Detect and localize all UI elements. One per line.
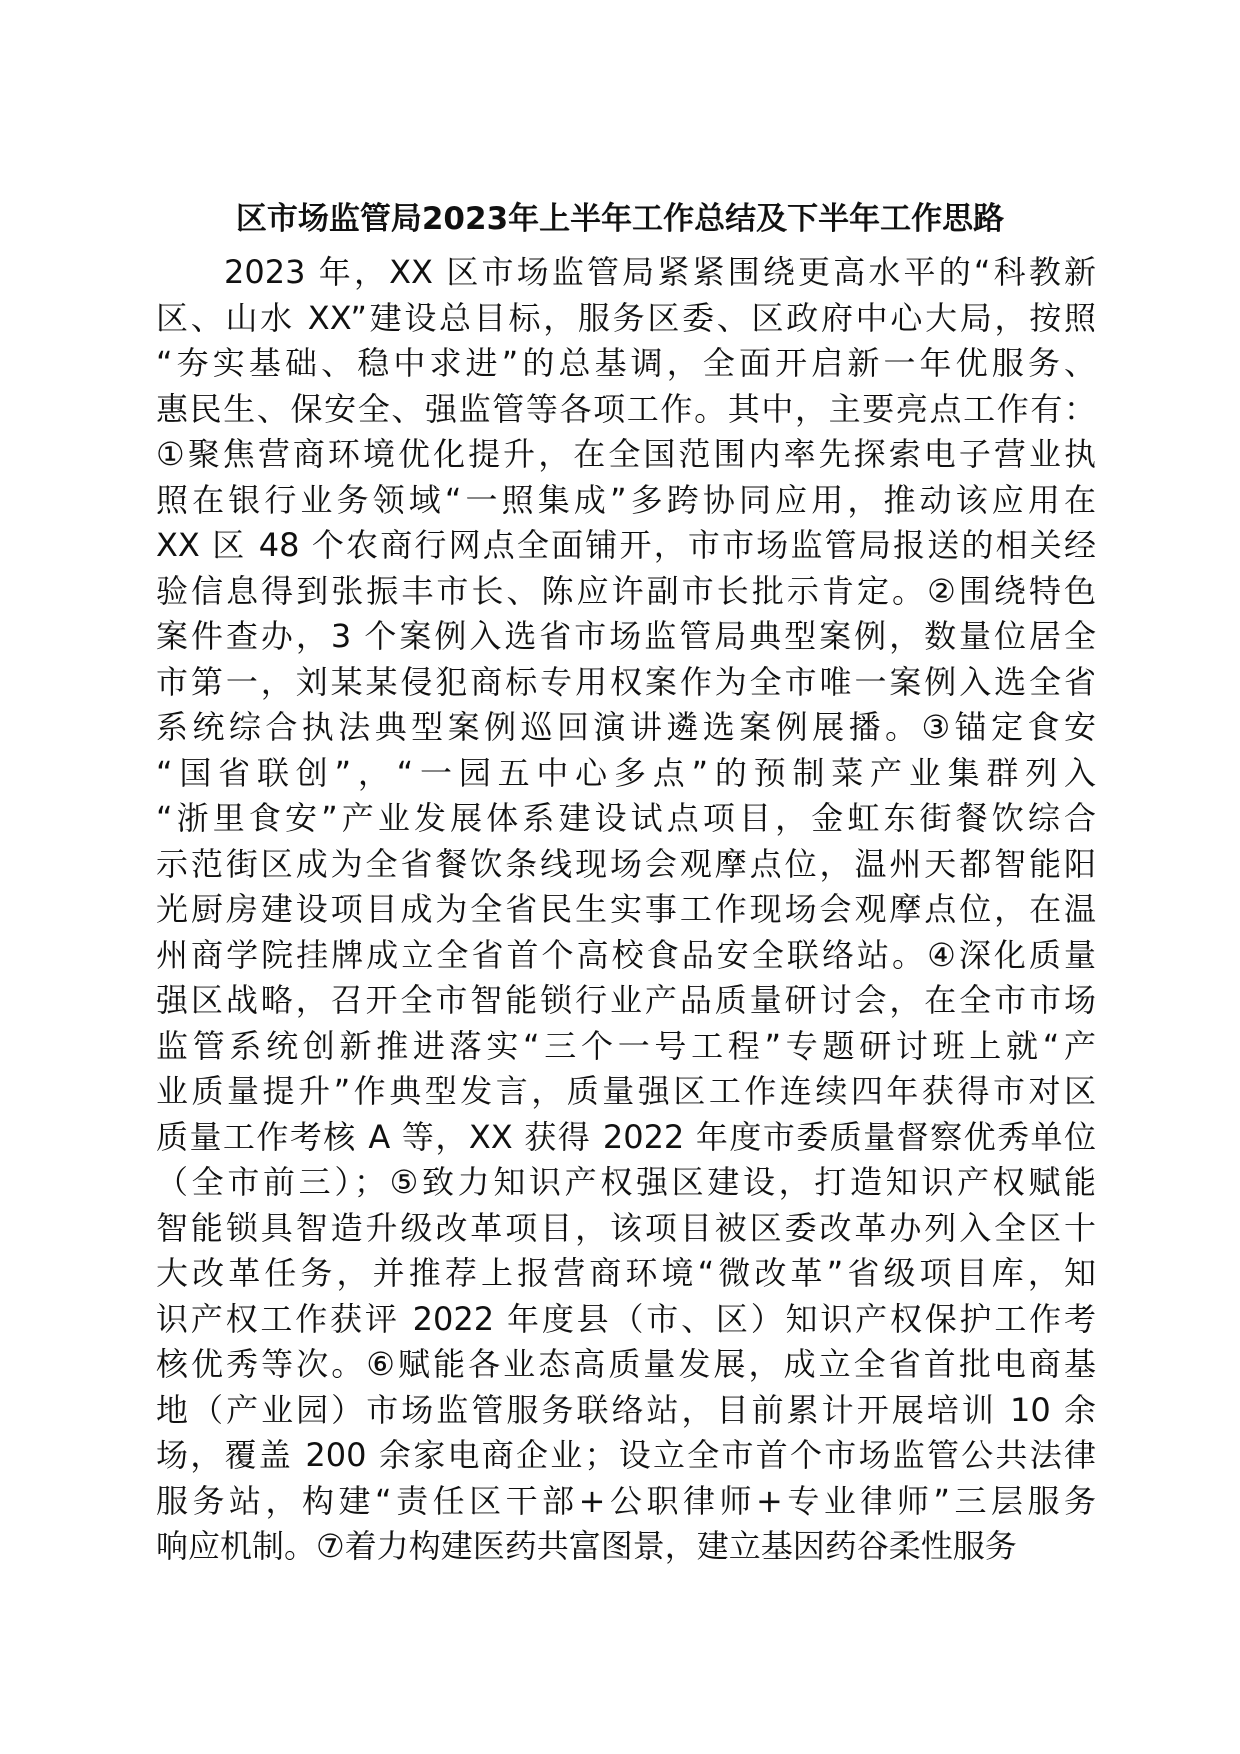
body-line: 验信息得到张振丰市长、陈应许副市长批示肯定。②围绕特色: [156, 571, 1096, 610]
body-line: 核优秀等次。⑥赋能各业态高质量发展，成立全省首批电商基: [156, 1345, 1096, 1383]
body-line: 智能锁具智造升级改革项目，该项目被区委改革办列入全区十: [156, 1208, 1096, 1247]
body-line: 场，覆盖 200 余家电商企业；设立全市首个市场监管公共法律: [156, 1436, 1096, 1474]
body-line: “浙里食安”产业发展体系建设试点项目，金虹东街餐饮综合: [156, 799, 1096, 837]
body-line: XX 区 48 个农商行网点全面铺开，市市场监管局报送的相关经: [156, 526, 1096, 564]
body-line: 质量工作考核 A 等，XX 获得 2022 年度市委质量督察优秀单位: [156, 1117, 1096, 1156]
body-line: 响应机制。⑦着力构建医药共富图景，建立基因药谷柔性服务: [156, 1527, 1017, 1565]
body-line: 州商学院挂牌成立全省首个高校食品安全联络站。④深化质量: [156, 935, 1096, 974]
document-title: 区市场监管局2023年上半年工作总结及下半年工作思路: [235, 201, 1005, 237]
document-body: [156, 250, 1096, 1570]
body-line: 监管系统创新推进落实“三个一号工程”专题研讨班上就“产: [156, 1026, 1096, 1065]
body-line: 示范街区成为全省餐饮条线现场会观摩点位，温州天都智能阳: [156, 844, 1096, 883]
body-line: 2023 年，XX 区市场监管局紧紧围绕更高水平的“科教新: [224, 253, 1096, 291]
body-line: 大改革任务，并推荐上报营商环境“微改革”省级项目库，知: [156, 1254, 1096, 1292]
body-line: 服务站，构建“责任区干部+公职律师+专业律师”三层服务: [156, 1481, 1096, 1520]
body-line: 强区战略，召开全市智能锁行业产品质量研讨会，在全市市场: [156, 981, 1096, 1019]
body-line: 识产权工作获评 2022 年度县（市、区）知识产权保护工作考: [156, 1299, 1096, 1338]
body-line: 业质量提升”作典型发言，质量强区工作连续四年获得市对区: [156, 1072, 1096, 1110]
body-line: ①聚焦营商环境优化提升，在全国范围内率先探索电子营业执: [156, 435, 1096, 473]
body-line: 区、山水 XX”建设总目标，服务区委、区政府中心大局，按照: [156, 298, 1096, 337]
body-line: 惠民生、保安全、强监管等各项工作。其中，主要亮点工作有：: [156, 389, 1096, 428]
body-line: 照在银行业务领域“一照集成”多跨协同应用，推动该应用在: [156, 480, 1096, 519]
body-line: 案件查办，3 个案例入选省市场监管局典型案例，数量位居全: [156, 617, 1096, 655]
body-line: “夯实基础、稳中求进”的总基调，全面开启新一年优服务、: [156, 344, 1096, 382]
body-line: 地（产业园）市场监管服务联络站，目前累计开展培训 10 余: [156, 1390, 1096, 1429]
body-line: 系统综合执法典型案例巡回演讲遴选案例展播。③锚定食安: [156, 708, 1096, 746]
body-line: “国省联创”，“一园五中心多点”的预制菜产业集群列入: [156, 753, 1096, 792]
body-line: 光厨房建设项目成为全省民生实事工作现场会观摩点位，在温: [156, 890, 1096, 928]
body-line: （全市前三）；⑤致力知识产权强区建设，打造知识产权赋能: [156, 1163, 1096, 1201]
body-line: 市第一，刘某某侵犯商标专用权案作为全市唯一案例入选全省: [156, 662, 1096, 701]
